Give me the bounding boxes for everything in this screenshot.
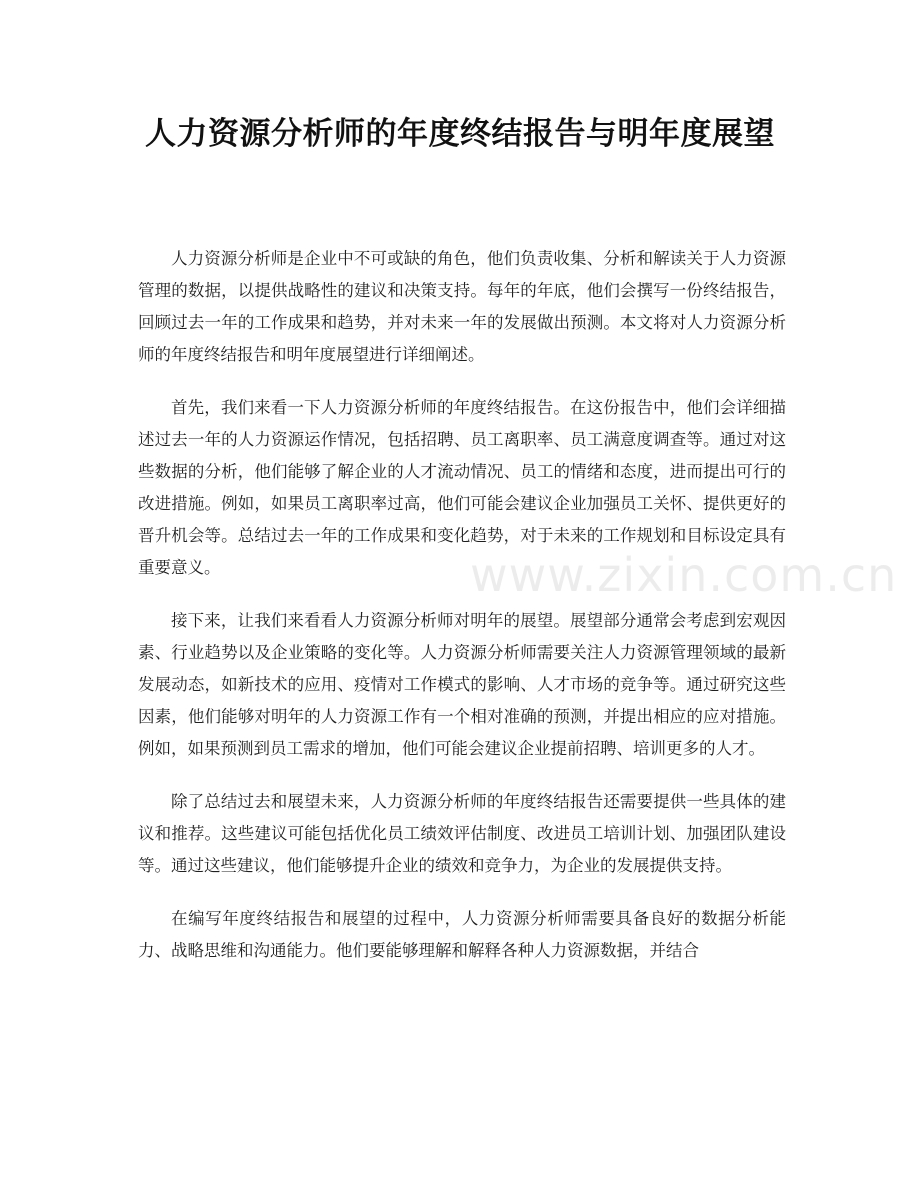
paragraph-3: 接下来，让我们来看看人力资源分析师对明年的展望。展望部分通常会考虑到宏观因素、行业趋势以及企业策略的变化等。人力资源分析师需要关注人力资源管理领域的最新发展动态，如新技术的应用、疫情对工作模式的影响、人才市场的竞争等。通过研究这些因素，他们能够对明年的人力资源工作有一个相对准确的预测，并提出相应的应对措施。例如，如果预测到员工需求的增加，他们可能会建议企业提前招聘、培训更多的人才。 <box>138 611 786 758</box>
paragraph-4: 除了总结过去和展望未来，人力资源分析师的年度终结报告还需要提供一些具体的建议和推荐。这些建议可能包括优化员工绩效评估制度、改进员工培训计划、加强团队建设等。通过这些建议，他们能够提升企业的绩效和竞争力，为企业的发展提供支持。 <box>138 792 786 875</box>
watermark: www.zixin.com.cn <box>470 548 898 602</box>
document-body <box>138 243 786 988</box>
document-title: 人力资源分析师的年度终结报告与明年度展望 <box>145 116 775 152</box>
paragraph-2: 首先，我们来看一下人力资源分析师的年度终结报告。在这份报告中，他们会详细描述过去一年的人力资源运作情况，包括招聘、员工离职率、员工满意度调查等。通过对这些数据的分析，他们能够了解企业的人才流动情况、员工的情绪和态度，进而提出可行的改进措施。例如，如果员工离职率过高，他们可能会建议企业加强员工关怀、提供更好的晋升机会等。总结过去一年的工作成果和变化趋势，对于未来的工作规划和目标设定具有重要意义。 <box>138 398 786 577</box>
paragraph-1: 人力资源分析师是企业中不可或缺的角色，他们负责收集、分析和解读关于人力资源管理的数据，以提供战略性的建议和决策支持。每年的年底，他们会撰写一份终结报告，回顾过去一年的工作成果和趋势，并对未来一年的发展做出预测。本文将对人力资源分析师的年度终结报告和明年度展望进行详细阐述。 <box>138 249 786 364</box>
paragraph-5: 在编写年度终结报告和展望的过程中，人力资源分析师需要具备良好的数据分析能力、战略思维和沟通能力。他们要能够理解和解释各种人力资源数据，并结合 <box>138 909 786 960</box>
